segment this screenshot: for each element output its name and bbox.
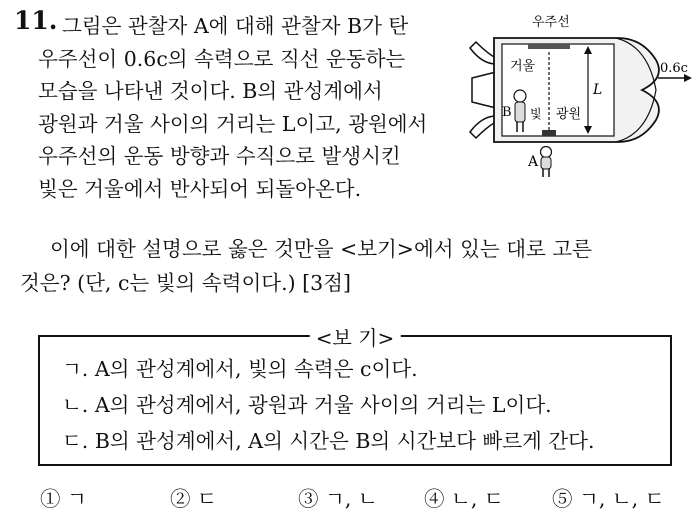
stem-line: 그림은 관찰자 A에 대해 관찰자 B가 탄 xyxy=(62,14,409,38)
bogi-item: ㄱ. A의 관성계에서, 빛의 속력은 c이다. xyxy=(62,357,418,381)
question-stem xyxy=(38,10,462,205)
prompt-line: 이에 대한 설명으로 옳은 것만을 <보기>에서 있는 대로 고른 xyxy=(50,237,592,261)
bogi-items xyxy=(62,351,594,459)
choice-4[interactable]: ④ ㄴ, ㄷ xyxy=(424,487,504,511)
observer-a-label: A xyxy=(528,154,539,170)
choice-1[interactable]: ① ㄱ xyxy=(40,487,87,511)
speed-label: 0.6c xyxy=(660,61,688,76)
spaceship-figure xyxy=(466,12,694,180)
choice-5[interactable]: ⑤ ㄱ, ㄴ, ㄷ xyxy=(552,487,665,511)
choice-3[interactable]: ③ ㄱ, ㄴ xyxy=(298,487,378,511)
thruster-icon xyxy=(470,42,496,138)
bogi-item: ㄴ. A의 관성계에서, 광원과 거울 사이의 거리는 L이다. xyxy=(62,393,552,417)
prompt-line: 것은? (단, c는 빛의 속력이다.) [3점] xyxy=(20,271,351,295)
observer-b-label: B xyxy=(502,105,512,120)
choice-2[interactable]: ② ㄷ xyxy=(170,487,217,511)
stem-line: 광원과 거울 사이의 거리는 L이고, 광원에서 xyxy=(38,111,428,136)
source-label: 광원 xyxy=(556,107,582,122)
mirror xyxy=(528,44,570,49)
stem-line: 모습을 나타낸 것이다. B의 관성계에서 xyxy=(38,79,383,103)
bogi-item: ㄷ. B의 관성계에서, A의 시간은 B의 시간보다 빠르게 간다. xyxy=(62,429,595,453)
stem-line: 우주선이 0.6c의 속력으로 직선 운동하는 xyxy=(38,46,406,71)
mirror-label: 거울 xyxy=(510,59,536,74)
distance-label: L xyxy=(593,82,603,98)
question-prompt xyxy=(20,232,684,300)
stem-line: 우주선의 운동 방향과 수직으로 발생시킨 xyxy=(38,144,401,168)
spaceship-label: 우주선 xyxy=(532,15,570,30)
light-source xyxy=(542,130,556,136)
question-number: 11. xyxy=(14,6,58,35)
light-label: 빛 xyxy=(530,107,542,121)
bogi-title: <보 기> xyxy=(310,322,401,351)
bogi-box xyxy=(38,326,672,466)
stem-line: 빛은 거울에서 반사되어 되돌아온다. xyxy=(38,176,362,201)
answer-choices xyxy=(40,482,690,512)
observer-a-icon xyxy=(541,147,552,178)
